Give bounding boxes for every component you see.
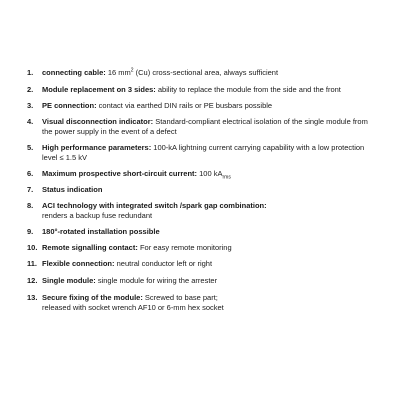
item-title: Visual disconnection indicator:	[42, 117, 154, 126]
item-text	[42, 201, 377, 221]
item-text	[42, 85, 377, 95]
item-description: single module for wiring the arrester	[95, 276, 218, 285]
item-title: High performance parameters:	[42, 143, 152, 152]
item-description: 100-kA lightning current carrying capability with a low protection level ≤ 1.5 kV	[42, 143, 365, 162]
item-text	[42, 259, 377, 269]
list-item	[27, 276, 377, 286]
item-number: 6.	[27, 169, 34, 178]
item-text	[42, 68, 377, 78]
list-item	[27, 117, 377, 137]
item-title: PE connection:	[42, 101, 97, 110]
item-description: For easy remote monitoring	[137, 243, 232, 252]
item-title: Single module:	[42, 276, 96, 285]
list-item	[27, 259, 377, 269]
item-number: 9.	[27, 227, 34, 236]
item-superscript: 2	[130, 67, 134, 74]
item-text	[42, 101, 377, 111]
item-text	[42, 143, 377, 163]
feature-list	[27, 68, 377, 313]
item-value: 16 mm	[105, 68, 131, 77]
item-title: Status indication	[42, 185, 103, 194]
item-description-line2: released with socket wrench AF10 or 6-mm hex socket	[42, 303, 224, 312]
list-item	[27, 243, 377, 253]
item-value: 100 kA	[197, 169, 223, 178]
item-text	[42, 117, 377, 137]
item-title: Remote signalling contact:	[42, 243, 138, 252]
item-number: 4.	[27, 117, 34, 126]
list-item	[27, 68, 377, 78]
item-title: Flexible connection:	[42, 259, 115, 268]
item-title: Module replacement on 3 sides:	[42, 85, 156, 94]
item-title: connecting cable:	[42, 68, 106, 77]
list-item	[27, 169, 377, 179]
list-item	[27, 101, 377, 111]
item-text	[42, 243, 377, 253]
item-number: 3.	[27, 101, 34, 110]
list-item	[27, 85, 377, 95]
item-number: 13.	[27, 293, 38, 302]
item-number: 11.	[27, 259, 38, 268]
item-description: contact via earthed DIN rails or PE busbars possible	[96, 101, 273, 110]
item-number: 5.	[27, 143, 34, 152]
item-text	[42, 227, 377, 237]
item-title: 180°-rotated installation possible	[42, 227, 160, 236]
item-description: Standard-compliant electrical isolation of the single module from the power supply in the event of a defect	[42, 117, 368, 136]
list-item	[27, 201, 377, 221]
item-text	[42, 293, 377, 313]
item-description: Screwed to base part;	[142, 293, 218, 302]
item-title: ACI technology with integrated switch /spark gap combination:	[42, 201, 267, 210]
list-item	[27, 293, 377, 313]
item-title: Maximum prospective short-circuit current:	[42, 169, 198, 178]
item-text	[42, 169, 377, 179]
list-item	[27, 143, 377, 163]
item-text	[42, 185, 377, 195]
item-description: (Cu) cross-sectional area, always sufficient	[133, 68, 279, 77]
item-number: 10.	[27, 243, 38, 252]
item-subscript: rms	[222, 174, 231, 181]
list-item	[27, 185, 377, 195]
item-number: 2.	[27, 85, 34, 94]
item-description: ability to replace the module from the side and the front	[155, 85, 341, 94]
item-description: renders a backup fuse redundant	[42, 211, 153, 220]
item-number: 12.	[27, 276, 38, 285]
item-number: 1.	[27, 68, 34, 77]
list-item	[27, 227, 377, 237]
item-number: 7.	[27, 185, 34, 194]
item-title: Secure fixing of the module:	[42, 293, 143, 302]
item-text	[42, 276, 377, 286]
item-number: 8.	[27, 201, 34, 210]
item-description: neutral conductor left or right	[114, 259, 213, 268]
